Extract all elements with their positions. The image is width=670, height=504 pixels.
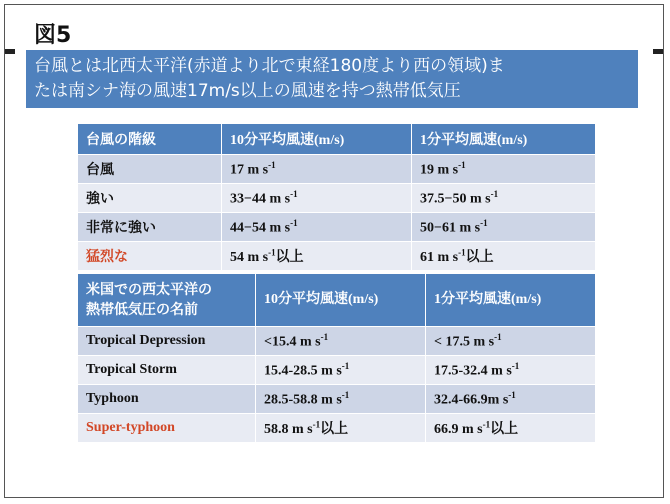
one-min-cell: < 17.5 m $s^{-1}$ [426, 326, 596, 355]
ten-min-cell: 17 m $s^{-1}$ [222, 154, 412, 183]
table-row [78, 212, 596, 241]
figure-label: 図5 [34, 23, 72, 48]
ten-min-cell: 28.5-58.8 m $s^{-1}$ [256, 384, 426, 413]
ten-min-cell: 44−54 m $s^{-1}$ [222, 212, 412, 241]
one-min-cell: 50−61 m $s^{-1}$ [412, 212, 596, 241]
one-min-cell: 66.9 m $s^{-1}$以上 [426, 413, 596, 442]
one-min-cell: 61 m $s^{-1}$以上 [412, 241, 596, 270]
ten-min-cell: 33−44 m $s^{-1}$ [222, 183, 412, 212]
grade-cell: 非常に強い [78, 212, 222, 241]
table-row [78, 154, 596, 183]
header-us-name: 米国での西太平洋の 熱帯低気圧の名前 [78, 274, 256, 326]
header-1min: 1分平均風速(m/s) [412, 124, 596, 154]
grade-cell: 台風 [78, 154, 222, 183]
banner-line-2: たは南シナ海の風速17m/s以上の風速を持つ熱帯低気圧 [34, 81, 461, 101]
table-row [78, 241, 596, 270]
table-row [78, 183, 596, 212]
grade-cell-highlight: 猛烈な [78, 241, 222, 270]
table-row [78, 326, 596, 355]
table-row [78, 384, 596, 413]
table-header-row [78, 124, 596, 154]
table-row [78, 413, 596, 442]
definition-banner [26, 50, 638, 108]
ten-min-cell: 58.8 m $s^{-1}$以上 [256, 413, 426, 442]
banner-line-1: 台風とは北西太平洋(赤道より北で東経180度より西の領域)ま [34, 56, 505, 76]
header-1min: 1分平均風速(m/s) [426, 274, 596, 326]
table-row [78, 355, 596, 384]
header-10min: 10分平均風速(m/s) [222, 124, 412, 154]
name-cell: Tropical Storm [78, 355, 256, 384]
ten-min-cell: 54 m $s^{-1}$以上 [222, 241, 412, 270]
header-grade: 台風の階級 [78, 124, 222, 154]
name-cell-highlight: Super-typhoon [78, 413, 256, 442]
grade-cell: 強い [78, 183, 222, 212]
ten-min-cell: <15.4 m $s^{-1}$ [256, 326, 426, 355]
right-edge-tick [653, 49, 663, 54]
one-min-cell: 19 m $s^{-1}$ [412, 154, 596, 183]
name-cell: Typhoon [78, 384, 256, 413]
one-min-cell: 37.5−50 m $s^{-1}$ [412, 183, 596, 212]
name-cell: Tropical Depression [78, 326, 256, 355]
header-10min: 10分平均風速(m/s) [256, 274, 426, 326]
one-min-cell: 17.5-32.4 m $s^{-1}$ [426, 355, 596, 384]
us-cyclone-name-table [78, 274, 596, 442]
one-min-cell: 32.4-66.9m $s^{-1}$ [426, 384, 596, 413]
ten-min-cell: 15.4-28.5 m $s^{-1}$ [256, 355, 426, 384]
left-edge-tick [5, 49, 15, 54]
typhoon-grade-table [78, 124, 596, 270]
table-header-row [78, 274, 596, 326]
